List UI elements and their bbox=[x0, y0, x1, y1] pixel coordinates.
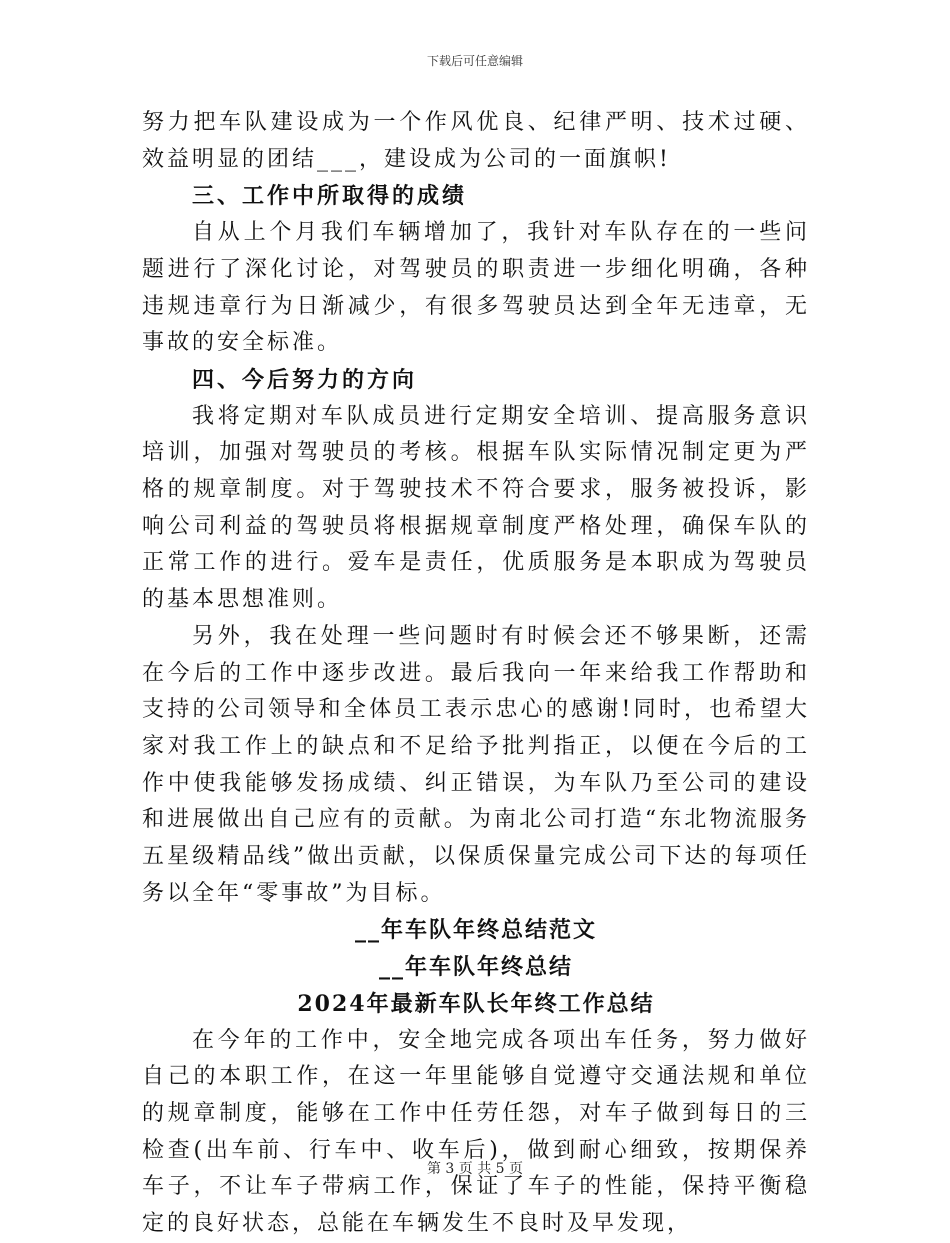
paragraph-3: 我将定期对车队成员进行定期安全培训、提高服务意识培训，加强对驾驶员的考核。根据车队实际情况制定更为严格的规章制度。对于驾驶技术不符合要求，服务被投诉，影响公司利益的驾驶员将根据规章制度严格处理，确保车队的正常工作的进行。爱车是责任，优质服务是本职成为驾驶员的基本思想准则。 bbox=[142, 403, 810, 613]
title-2: __年车队年终总结 bbox=[378, 954, 573, 981]
paragraph-4: 另外，我在处理一些问题时有时候会还不够果断，还需在今后的工作中逐步改进。最后我向一年来给我工作帮助和支持的公司领导和全体员工表示忠心的感谢!同时，也希望大家对我工作上的缺点和不足给予批判指正，以便在今后的工作中使我能够发扬成绩、纠正错误，为车队乃至公司的建设和进展做出自己应有的贡献。为南北公司打造“东北物流服务五星级精品线”做出贡献，以保质保量完成公司下达的每项任务以全年“零事故”为目标。 bbox=[142, 623, 810, 906]
title-1: __年车队年终总结范文 bbox=[354, 917, 597, 944]
section-heading-4: 四、今后努力的方向 bbox=[192, 366, 418, 393]
document-body bbox=[142, 105, 810, 1243]
paragraph-5: 在今年的工作中，安全地完成各项出车任务，努力做好自己的本职工作，在这一年里能够自觉遵守交通法规和单位的规章制度，能够在工作中任劳任怨，对车子做到每日的三检查(出车前、行车中、收车后)，做到耐心细致，按期保养车子，不让车子带病工作，保证了车子的性能，保持平衡稳定的良好状态，总能在车辆发生不良时及早发现， bbox=[142, 1027, 810, 1237]
section-heading-3: 三、工作中所取得的成绩 bbox=[192, 183, 468, 210]
title-3: 2024年最新车队长年终工作总结 bbox=[297, 990, 655, 1017]
page-footer: 第 3 页 共 5 页 bbox=[426, 1161, 524, 1177]
paragraph-2: 自从上个月我们车辆增加了，我针对车队存在的一些问题进行了深化讨论，对驾驶员的职责进一步细化明确，各种违规违章行为日渐减少，有很多驾驶员达到全年无违章，无事故的安全标准。 bbox=[142, 220, 810, 356]
page-header: 下载后可任意编辑 bbox=[426, 54, 523, 68]
paragraph-1: 努力把车队建设成为一个作风优良、纪律严明、技术过硬、效益明显的团结___，建设成为公司的一面旗帜! bbox=[142, 110, 810, 172]
